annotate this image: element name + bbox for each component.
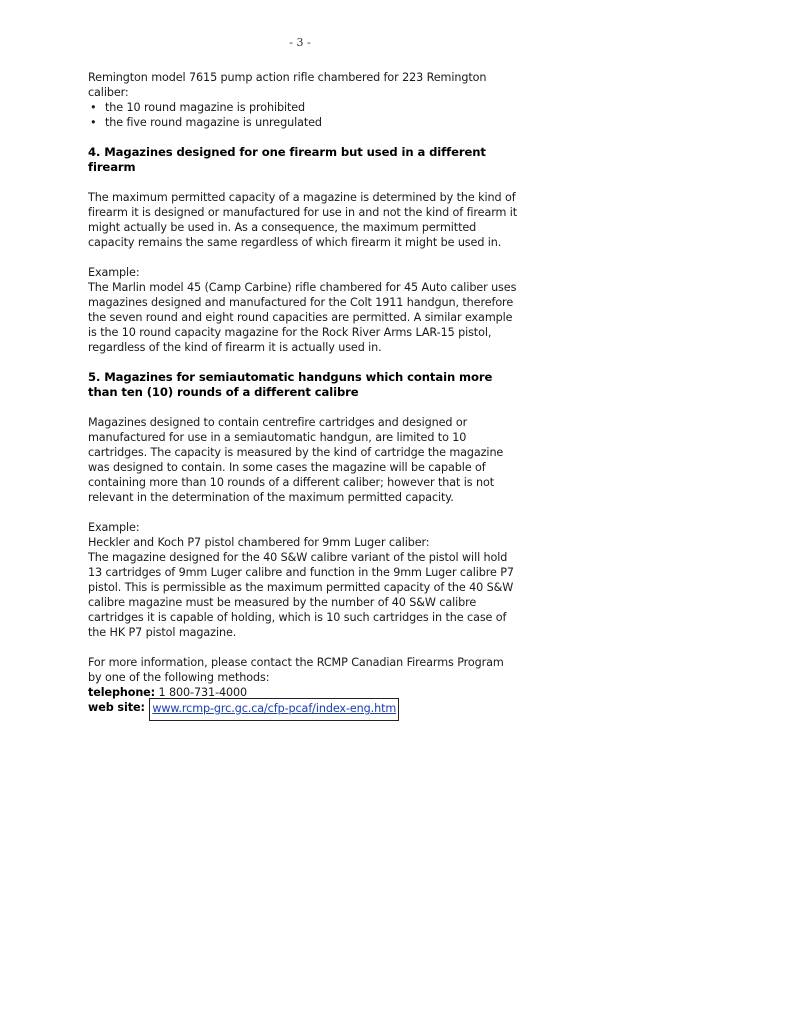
section-5-heading: 5. Magazines for semiautomatic handguns which contain more than ten (10) rounds of a different calibre (88, 370, 493, 399)
website-label: web site: (88, 701, 145, 714)
list-item (88, 115, 518, 130)
section-5-example-intro: Heckler and Koch P7 pistol chambered for 9mm Luger caliber: (88, 536, 430, 549)
section-5-example-label: Example: (88, 521, 140, 534)
list-item-text: the 10 round magazine is prohibited (105, 101, 306, 114)
telephone-label: telephone: (88, 686, 156, 699)
section-5-paragraph: Magazines designed to contain centrefire cartridges and designed or manufactured for use in a semiautomatic handgun, are limited to 10 cartridges. The capacity is measured by the kind of cartridge the magazine was designed to contain. In some cases the magazine will be capable of containing more than 10 rounds of a different caliber; however that is not relevant in the determination of the maximum permitted capacity. (88, 416, 504, 504)
list-item (88, 100, 518, 115)
bullet-icon: • (90, 116, 97, 129)
list-item-text: the five round magazine is unregulated (105, 116, 322, 129)
website-link-box (149, 698, 399, 721)
section-4-example-text: The Marlin model 45 (Camp Carbine) rifle chambered for 45 Auto caliber uses magazines designed and manufactured for the Colt 1911 handgun, therefore the seven round and eight round capacities are permitted. A similar example is the 10 round capacity magazine for the Rock River Arms LAR-15 pistol, regardless of the kind of firearm it is actually used in. (88, 281, 517, 354)
section-5-example-text: The magazine designed for the 40 S&W calibre variant of the pistol will hold 13 cartridges of 9mm Luger calibre and function in the 9mm Luger calibre P7 pistol. This is permissible as the maximum permitted capacity of the 40 S&W calibre magazine must be measured by the number of 40 S&W calibre cartridges it is capable of holding, which is 10 such cartridges in the case of the HK P7 pistol magazine. (88, 551, 514, 639)
intro-bullet-list (88, 100, 518, 130)
website-link[interactable]: www.rcmp-grc.gc.ca/cfp-pcaf/index-eng.htm (152, 702, 397, 715)
telephone-value: 1 800-731-4000 (158, 686, 248, 699)
contact-intro: For more information, please contact the RCMP Canadian Firearms Program by one of the following methods: (88, 656, 504, 684)
bullet-icon: • (90, 101, 97, 114)
section-4-paragraph: The maximum permitted capacity of a magazine is determined by the kind of firearm it is designed or manufactured for use in and not the kind of firearm it might actually be used in. As a consequence, the maximum permitted capacity remains the same regardless of which firearm it might be used in. (88, 191, 518, 249)
page-number: - 3 - (289, 36, 311, 49)
document-body (88, 70, 518, 721)
website-line (88, 700, 518, 721)
section-4-heading: 4. Magazines designed for one firearm but used in a different firearm (88, 145, 486, 174)
intro-text: Remington model 7615 pump action rifle chambered for 223 Remington caliber: (88, 71, 487, 99)
section-4-example-label: Example: (88, 266, 140, 279)
